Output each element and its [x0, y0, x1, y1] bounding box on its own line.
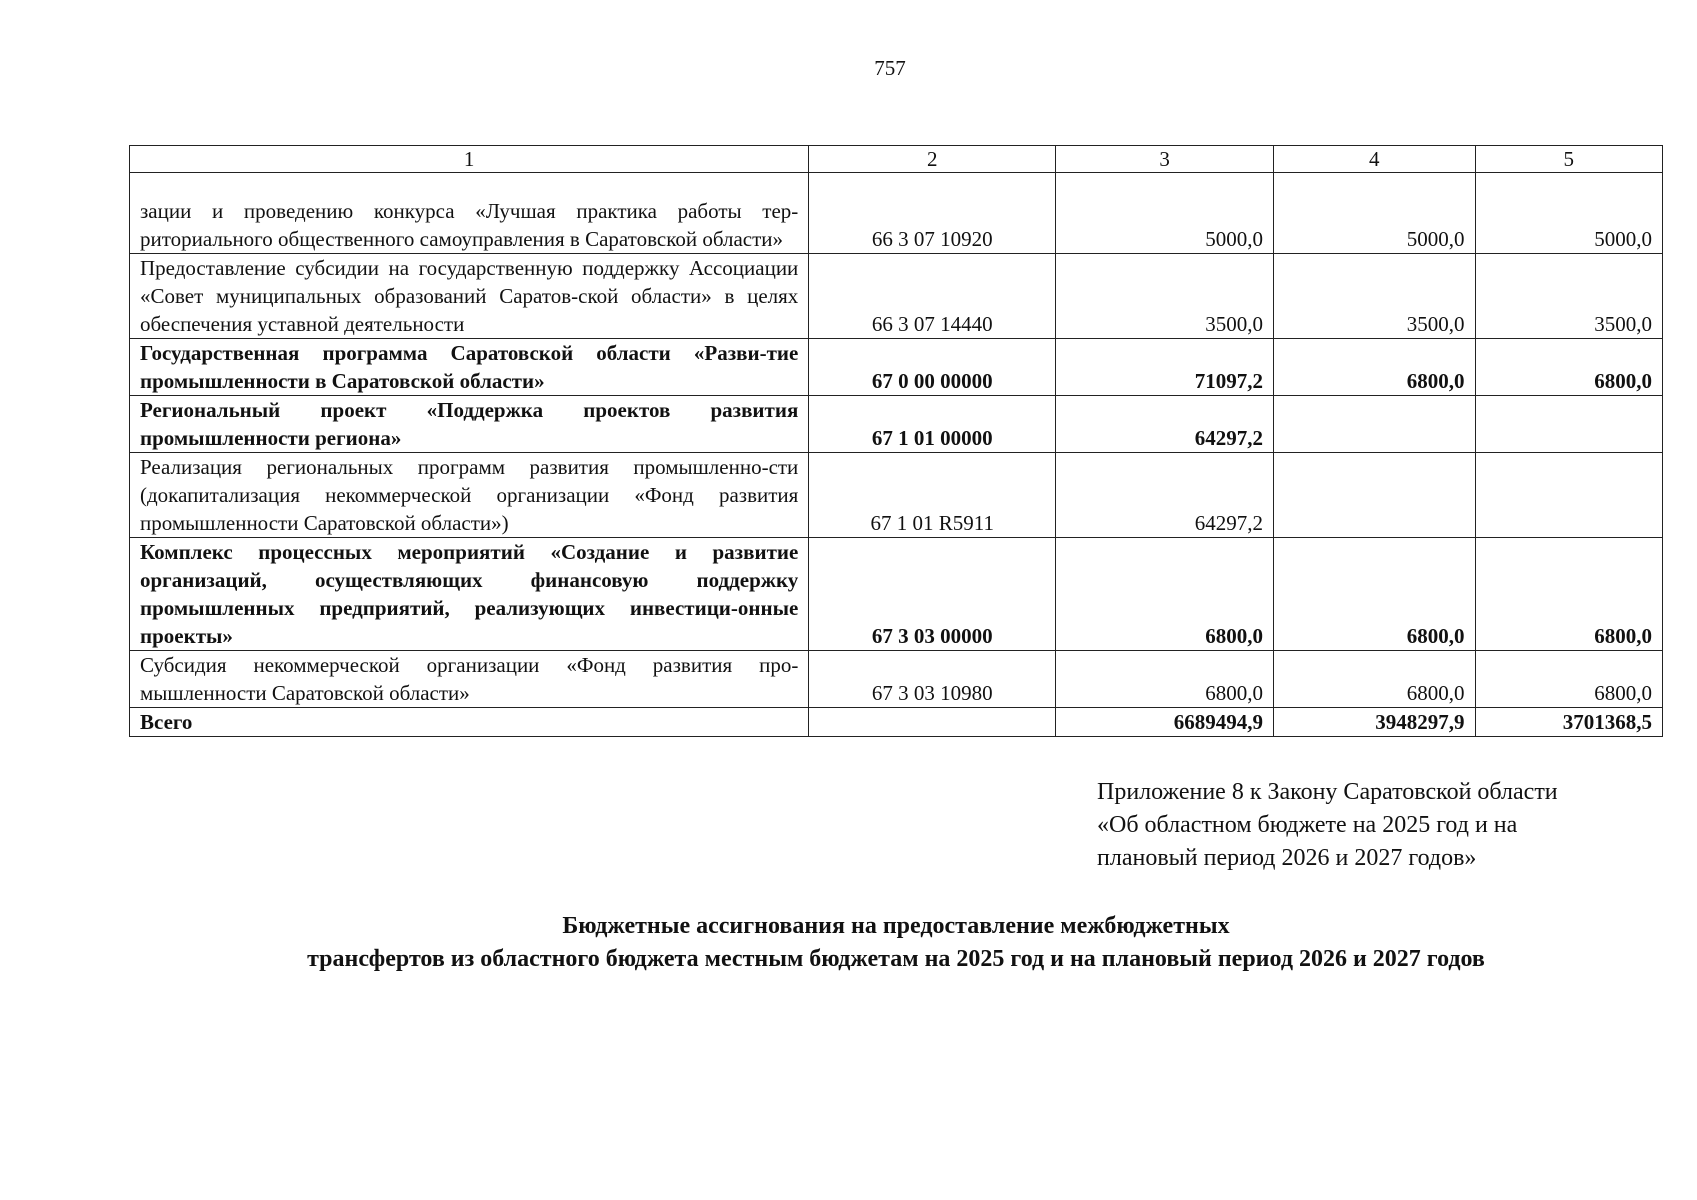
row-name-cell: Реализация региональных программ развития промышленно-сти (докапитализация некоммерческой организации «Фонд развития промышленности Саратовской области»): [130, 453, 809, 538]
row-value-2025-cell: 6800,0: [1056, 651, 1274, 708]
row-value-2027-cell: 6800,0: [1475, 538, 1663, 651]
row-code-cell: 67 3 03 00000: [809, 538, 1056, 651]
table-row: [130, 254, 1663, 339]
row-value-2026-cell: [1273, 396, 1475, 453]
row-value-2025-cell: 5000,0: [1056, 173, 1274, 254]
row-value-2027-cell: [1475, 396, 1663, 453]
row-value-2025-cell: 71097,2: [1056, 339, 1274, 396]
table-row: [130, 173, 1663, 254]
row-name-cell: Субсидия некоммерческой организации «Фонд развития про-мышленности Саратовской области»: [130, 651, 809, 708]
row-code-cell: 67 1 01 00000: [809, 396, 1056, 453]
row-value-2025-cell: 3500,0: [1056, 254, 1274, 339]
appendix-note: [1097, 776, 1663, 875]
column-header: 4: [1273, 146, 1475, 173]
appendix-line: Приложение 8 к Закону Саратовской области: [1097, 779, 1558, 805]
row-value-2026-cell: 6800,0: [1273, 538, 1475, 651]
row-code-cell: 67 0 00 00000: [809, 339, 1056, 396]
row-value-2027-cell: 6800,0: [1475, 651, 1663, 708]
row-value-2026-cell: 6800,0: [1273, 339, 1475, 396]
document-title: [129, 910, 1663, 976]
table-row: [130, 339, 1663, 396]
table-row: [130, 396, 1663, 453]
row-name-cell: Предоставление субсидии на государственную поддержку Ассоциации «Совет муниципальных образований Саратов-ской области» в целях обеспечения уставной деятельности: [130, 254, 809, 339]
row-value-2026-cell: [1273, 453, 1475, 538]
row-value-2027-cell: [1475, 453, 1663, 538]
row-name-cell: Государственная программа Саратовской области «Разви-тие промышленности в Саратовской области»: [130, 339, 809, 396]
budget-table: [129, 145, 1663, 737]
row-name-cell: Региональный проект «Поддержка проектов развития промышленности региона»: [130, 396, 809, 453]
table-body: [130, 173, 1663, 737]
appendix-line: «Об областном бюджете на 2025 год и на: [1097, 812, 1518, 838]
row-value-2026-cell: 6800,0: [1273, 651, 1475, 708]
table-row: [130, 651, 1663, 708]
row-code-cell: 67 1 01 R5911: [809, 453, 1056, 538]
table-row: [130, 538, 1663, 651]
row-value-2027-cell: 6800,0: [1475, 339, 1663, 396]
row-value-2027-cell: 3500,0: [1475, 254, 1663, 339]
column-header: 3: [1056, 146, 1274, 173]
row-value-2025-cell: 6800,0: [1056, 538, 1274, 651]
row-value-2027-cell: 5000,0: [1475, 173, 1663, 254]
table-row: [130, 708, 1663, 737]
row-value-2026-cell: 3948297,9: [1273, 708, 1475, 737]
row-value-2025-cell: 64297,2: [1056, 396, 1274, 453]
page-number: 757: [874, 56, 906, 80]
table-row: [130, 453, 1663, 538]
row-code-cell: 66 3 07 14440: [809, 254, 1056, 339]
column-header: 5: [1475, 146, 1663, 173]
table-header-row: [130, 146, 1663, 173]
row-value-2025-cell: 64297,2: [1056, 453, 1274, 538]
row-name-cell: Комплекс процессных мероприятий «Создание и развитие организаций, осуществляющих финансовую поддержку промышленных предприятий, реализующих инвестици-онные проекты»: [130, 538, 809, 651]
row-value-2026-cell: 5000,0: [1273, 173, 1475, 254]
row-code-cell: 67 3 03 10980: [809, 651, 1056, 708]
row-value-2026-cell: 3500,0: [1273, 254, 1475, 339]
title-line: трансфертов из областного бюджета местным бюджетам на 2025 год и на плановый период 2026 и 2027 годов: [307, 946, 1485, 972]
column-header: 2: [809, 146, 1056, 173]
row-name-cell: Всего: [130, 708, 809, 737]
row-value-2025-cell: 6689494,9: [1056, 708, 1274, 737]
row-value-2027-cell: 3701368,5: [1475, 708, 1663, 737]
title-line: Бюджетные ассигнования на предоставление межбюджетных: [562, 913, 1230, 939]
row-code-cell: 66 3 07 10920: [809, 173, 1056, 254]
column-header: 1: [130, 146, 809, 173]
appendix-line: плановый период 2026 и 2027 годов»: [1097, 845, 1477, 871]
row-code-cell: [809, 708, 1056, 737]
row-name-cell: зации и проведению конкурса «Лучшая практика работы тер-риториального общественного самоуправления в Саратовской области»: [130, 173, 809, 254]
